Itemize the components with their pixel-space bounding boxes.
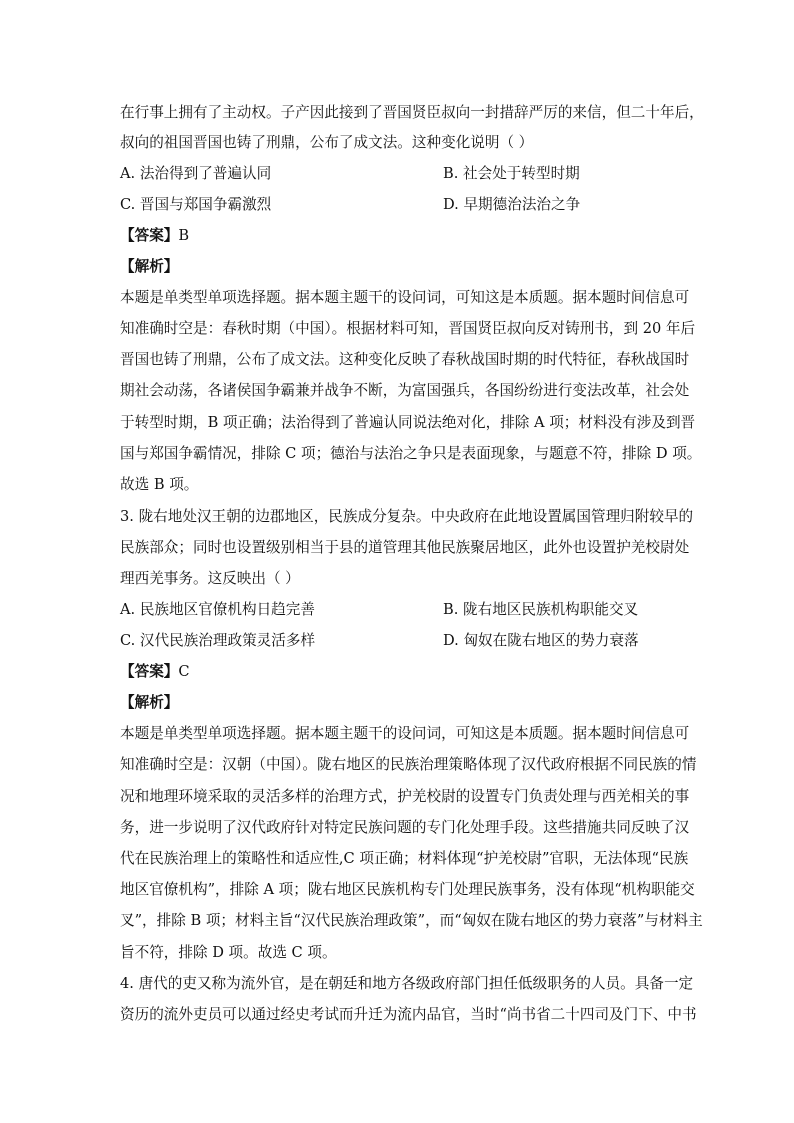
q3-analysis-line: 本题是单类型单项选择题。据本题主题干的设问词，可知这是本质题。据本题时间信息可 [120,725,690,742]
q3-answer [120,662,190,682]
q3-stem-line: 理西羌事务。这反映出（ ） [120,570,300,587]
q3-analysis-line: 代在民族治理上的策略性和适应性,C 项正确；材料体现“护羌校尉”官职，无法体现“民族 [120,850,689,867]
q2-analysis-line: 于转型时期，B 项正确；法治得到了普遍认同说法绝对化，排除 A 项；材料没有涉及到晋 [120,414,696,431]
q2-analysis-line: 晋国也铸了刑鼎，公布了成文法。这种变化反映了春秋战国时期的时代特征，春秋战国时 [120,351,690,368]
q3-analysis-line: 地区官僚机构”，排除 A 项；陇右地区民族机构专门处理民族事务，没有体现“机构职能交 [120,881,695,898]
q2-analysis-line: 本题是单类型单项选择题。据本题主题干的设问词，可知这是本质题。据本题时间信息可 [120,289,690,306]
q4-stem-line: 4. 唐代的吏又称为流外官，是在朝廷和地方各级政府部门担任低级职务的人员。具备一定 [120,975,694,992]
q3-stem-line: 3. 陇右地处汉王朝的边郡地区，民族成分复杂。中央政府在此地设置属国管理归附较早的 [120,508,694,525]
q3-analysis-line: 叉”，排除 B 项；材料主旨“汉代民族治理政策”，而“匈奴在陇右地区的势力衰落”与材料主 [120,912,703,929]
q3-stem-line: 民族部众；同时也设置级别相当于县的道管理其他民族聚居地区，此外也设置护羌校尉处 [120,539,690,556]
q2-option-b: B. 社会处于转型时期 [443,165,580,182]
q3-option-a: A. 民族地区官僚机构日趋完善 [120,601,315,618]
q3-analysis-line: 务，进一步说明了汉代政府针对特定民族问题的专门化处理手段。这些措施共同反映了汉 [120,819,690,836]
q2-analysis-line: 期社会动荡，各诸侯国争霸兼并战争不断，为富国强兵，各国纷纷进行变法改革，社会处 [120,382,690,399]
q4-stem-line: 资历的流外吏员可以通过经史考试而升迁为流内品官，当时“尚书省二十四司及门下、中书 [120,1006,697,1023]
q3-analysis-line: 知准确时空是：汉朝（中国）。陇右地区的民族治理策略体现了汉代政府根据不同民族的情 [120,756,697,773]
q2-analysis-line: 国与郑国争霸情况，排除 C 项；德治与法治之争只是表面现象，与题意不符，排除 D 项。 [120,445,702,462]
answer-value: B [178,227,190,244]
answer-value: C [178,663,190,680]
q2-stem-line: 在行事上拥有了主动权。子产因此接到了晋国贤臣叔向一封措辞严厉的来信，但二十年后， [120,104,704,121]
q3-option-b: B. 陇右地区民族机构职能交叉 [443,601,639,618]
q2-analysis-line: 知准确时空是：春秋时期（中国）。根据材料可知，晋国贤臣叔向反对铸刑书，到 20 年后 [120,320,696,337]
q3-analysis-label: 【解析】 [120,694,179,711]
q2-answer [120,226,189,246]
q2-option-a: A. 法治得到了普遍认同 [120,165,272,182]
answer-label: 【答案】 [120,227,179,244]
q3-option-d: D. 匈奴在陇右地区的势力衰落 [443,632,639,649]
q3-analysis-line: 旨不符，排除 D 项。故选 C 项。 [120,944,337,961]
q2-analysis-line: 故选 B 项。 [120,476,199,493]
q2-option-d: D. 早期德治法治之争 [443,196,581,213]
q2-analysis-label: 【解析】 [120,258,179,275]
q3-analysis-line: 况和地理环境采取的灵活多样的治理方式，护羌校尉的设置专门负责处理与西羌相关的事 [120,788,690,805]
q2-stem-line: 叔向的祖国晋国也铸了刑鼎，公布了成文法。这种变化说明（ ） [120,134,534,151]
q2-option-c: C. 晋国与郑国争霸激烈 [120,196,272,213]
q3-option-c: C. 汉代民族治理政策灵活多样 [120,632,316,649]
answer-label: 【答案】 [120,663,179,680]
